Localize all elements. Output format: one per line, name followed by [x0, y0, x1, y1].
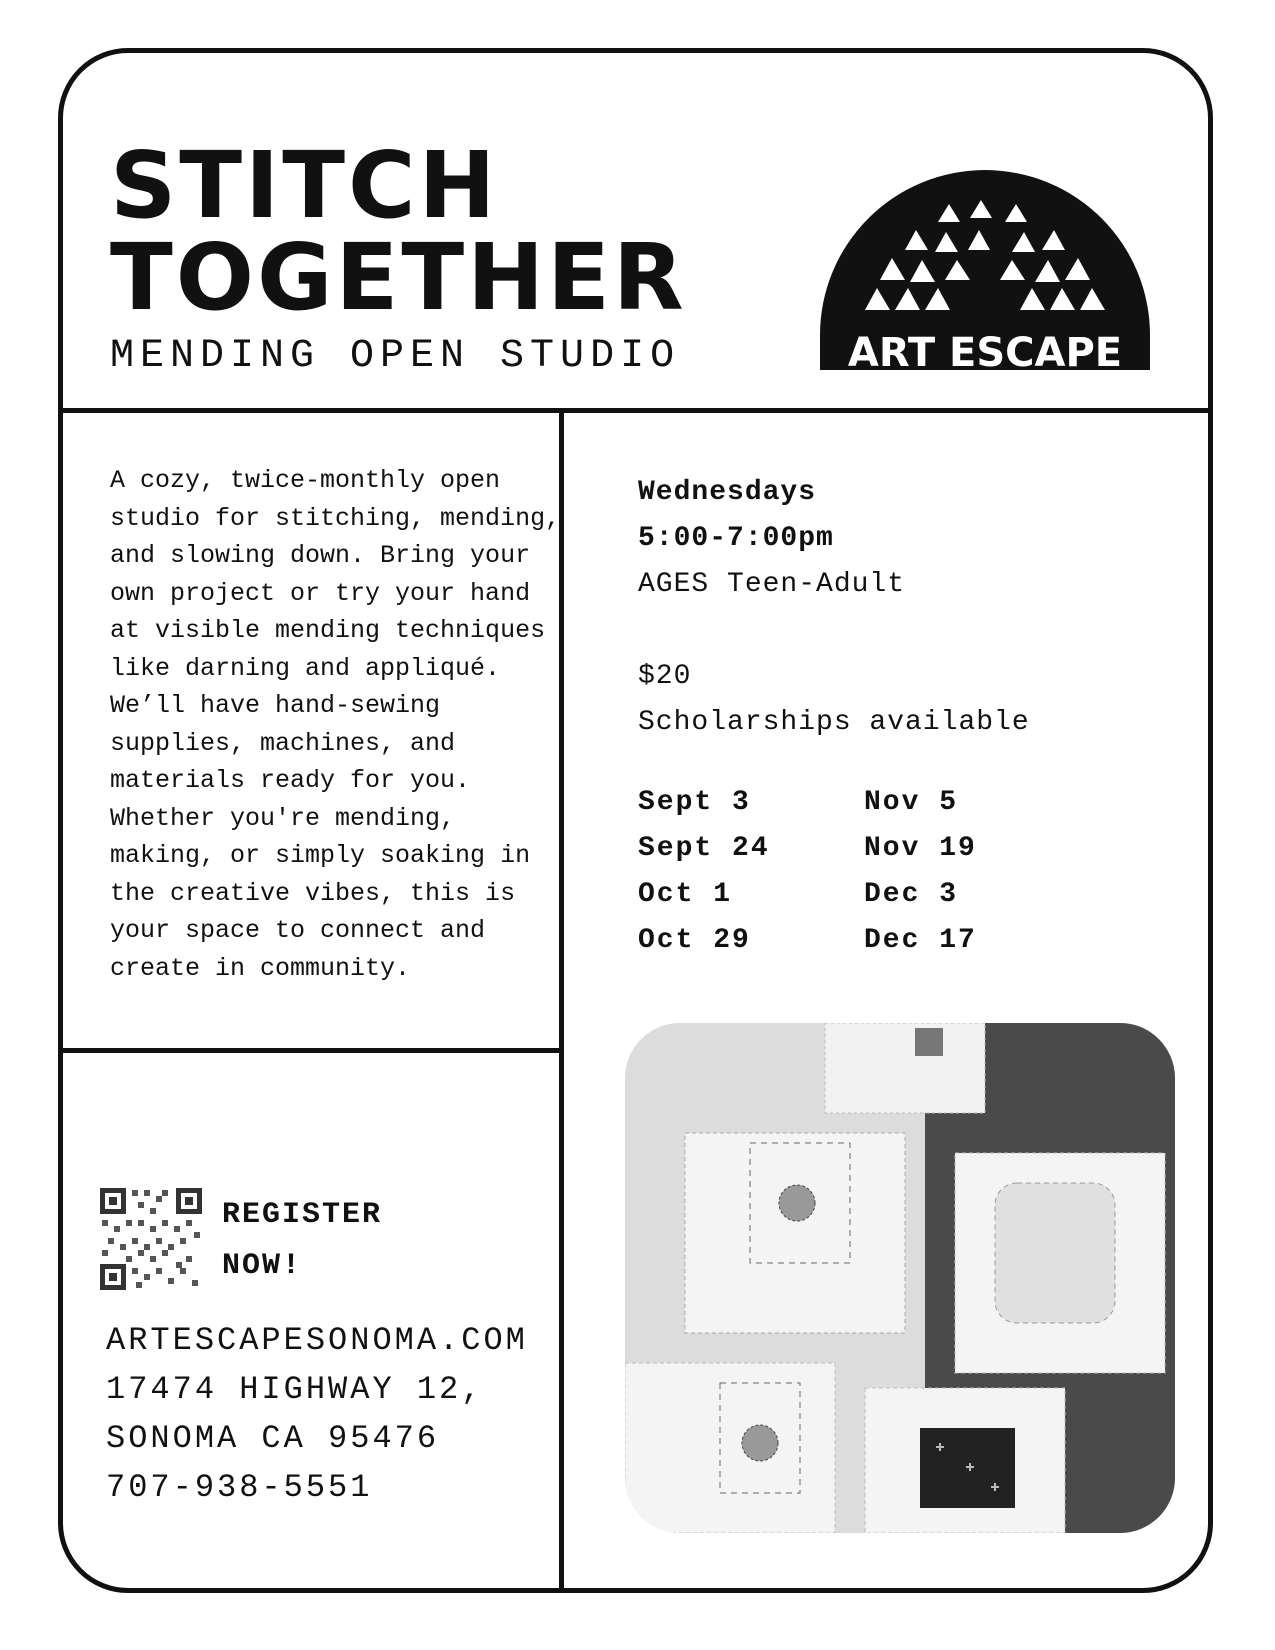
title-line-1: STITCH	[110, 132, 499, 239]
description-text: A cozy, twice-monthly open studio for stitching, mending, and slowing down. Bring your own project or try your hand at visible mending techniques like darning and appliqué. We’ll have hand-sewing supplies, machines, and materials ready for you. Whether you're mending, making, or simply soaking in the creative vibes, this is your space to connect and create in community.	[110, 466, 561, 983]
address-line-2: SONOMA CA 95476	[106, 1420, 440, 1457]
left-column-divider	[58, 1048, 562, 1053]
register-cta[interactable]	[222, 1190, 382, 1292]
qr-code-icon[interactable]	[100, 1188, 202, 1290]
date-item: Oct 1	[638, 879, 733, 910]
contact-block	[106, 1316, 528, 1512]
mending-samples-photo	[625, 1023, 1175, 1533]
header-divider	[58, 408, 1213, 413]
date-item: Dec 17	[864, 925, 977, 956]
phone-number[interactable]: 707-938-5551	[106, 1469, 373, 1506]
date-item: Nov 5	[864, 787, 959, 818]
title-line-2: TOGETHER	[110, 224, 687, 331]
date-item: Oct 29	[638, 925, 751, 956]
schedule-ages: AGES Teen-Adult	[638, 569, 906, 600]
register-line-2: NOW!	[222, 1249, 303, 1283]
date-item: Sept 24	[638, 833, 770, 864]
logo-text: ART ESCAPE	[847, 330, 1123, 376]
schedule-day: Wednesdays	[638, 477, 817, 508]
schedule-details	[638, 470, 1030, 746]
date-item: Sept 3	[638, 787, 751, 818]
register-line-1: REGISTER	[222, 1198, 383, 1232]
date-item: Nov 19	[864, 833, 977, 864]
address-line-1: 17474 HIGHWAY 12,	[106, 1371, 484, 1408]
website-link[interactable]: ARTESCAPESONOMA.COM	[106, 1322, 528, 1359]
schedule-scholarships: Scholarships available	[638, 707, 1030, 738]
dates-column-left	[638, 780, 770, 964]
schedule-price: $20	[638, 661, 692, 692]
subtitle: MENDING OPEN STUDIO	[110, 334, 681, 379]
schedule-time: 5:00-7:00pm	[638, 523, 834, 554]
date-item: Dec 3	[864, 879, 959, 910]
dates-column-right	[864, 780, 977, 964]
art-escape-logo	[820, 170, 1150, 376]
